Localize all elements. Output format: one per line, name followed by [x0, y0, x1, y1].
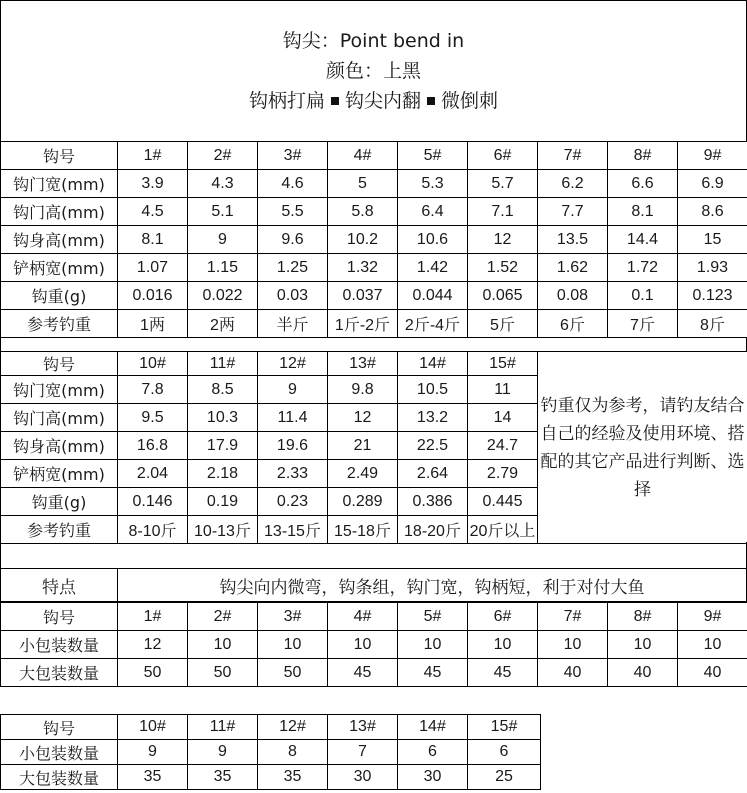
table-cell: 5#: [398, 603, 468, 631]
table-cell: 12#: [258, 715, 328, 740]
table-cell: 5: [328, 170, 398, 198]
table-cell: 5#: [398, 142, 468, 170]
table-cell: 9.5: [118, 404, 188, 432]
row-label: 钩门高(mm): [1, 404, 118, 432]
table-cell: 11: [468, 376, 538, 404]
table-cell: 4#: [328, 142, 398, 170]
table-cell: 2.79: [468, 460, 538, 488]
reference-note: 钓重仅为参考，请钓友结合自己的经验及使用环境、搭配的其它产品进行判断、选择: [538, 352, 747, 544]
table-cell: 13.5: [538, 226, 608, 254]
table-cell: 2.49: [328, 460, 398, 488]
row-label: 钩重(g): [1, 282, 118, 310]
table-cell: 3#: [258, 603, 328, 631]
table-cell: 12: [328, 404, 398, 432]
table-cell: 14.4: [608, 226, 678, 254]
table-cell: 1.32: [328, 254, 398, 282]
row-label: 钩号: [1, 142, 118, 170]
table-cell: 12: [468, 226, 538, 254]
feature-row: [0, 568, 747, 602]
row-label: 大包装数量: [1, 659, 118, 687]
table-cell: 15#: [468, 352, 538, 376]
table-row: [1, 142, 747, 170]
table-cell: 14#: [398, 715, 468, 740]
table-cell: 9: [188, 740, 258, 765]
table-cell: 13#: [328, 715, 398, 740]
table-cell: 0.016: [118, 282, 188, 310]
table-cell: 35: [188, 765, 258, 790]
table-cell: 4#: [328, 603, 398, 631]
table-cell: 19.6: [258, 432, 328, 460]
feature-flattened-shank: 钩柄打扁: [248, 90, 325, 112]
row-label: 钩号: [1, 715, 118, 740]
table-row: [1, 715, 541, 740]
square-bullet-icon: [331, 97, 339, 105]
table-cell: 1.72: [608, 254, 678, 282]
table-cell: 6.4: [398, 198, 468, 226]
table-cell: 15#: [468, 715, 541, 740]
table-cell: 17.9: [188, 432, 258, 460]
table-cell: 0.23: [258, 488, 328, 516]
table-cell: 13.2: [398, 404, 468, 432]
table-row: [1, 631, 747, 659]
row-label: 参考钓重: [1, 516, 118, 544]
table-row: [1, 310, 747, 338]
table-cell: 1#: [118, 142, 188, 170]
table-cell: 3.9: [118, 170, 188, 198]
feature-text: 钩尖向内微弯，钩条组，钩门宽，钩柄短，利于对付大鱼: [219, 577, 645, 598]
table-cell: 0.022: [188, 282, 258, 310]
row-label: 铲柄宽(mm): [1, 254, 118, 282]
table-cell: 7.7: [538, 198, 608, 226]
table-cell: 6#: [468, 142, 538, 170]
spec-table-2: [0, 351, 747, 544]
table-gap: [0, 542, 747, 568]
table-cell: 1.93: [678, 254, 747, 282]
table-cell: 8.1: [118, 226, 188, 254]
table-cell: 2.04: [118, 460, 188, 488]
table-cell: 6.2: [538, 170, 608, 198]
table-cell: 0.065: [468, 282, 538, 310]
table-row: [1, 170, 747, 198]
product-header: [0, 0, 747, 141]
row-label: 钩身高(mm): [1, 226, 118, 254]
table-cell: 半斤: [258, 310, 328, 338]
table-cell: 24.7: [468, 432, 538, 460]
table-cell: 30: [398, 765, 468, 790]
table-cell: 2#: [188, 603, 258, 631]
table-cell: 35: [118, 765, 188, 790]
table-cell: 8.6: [678, 198, 747, 226]
table-cell: 22.5: [398, 432, 468, 460]
table-cell: 5.1: [188, 198, 258, 226]
row-label: 参考钓重: [1, 310, 118, 338]
table-cell: 2.33: [258, 460, 328, 488]
table-cell: 11#: [188, 352, 258, 376]
table-cell: 6斤: [538, 310, 608, 338]
table-cell: 5.7: [468, 170, 538, 198]
table-cell: 1#: [118, 603, 188, 631]
table-cell: 1.52: [468, 254, 538, 282]
table-cell: 8.5: [188, 376, 258, 404]
table-cell: 16.8: [118, 432, 188, 460]
table-cell: 11#: [188, 715, 258, 740]
hook-point-line: 钩尖：Point bend in: [282, 30, 465, 52]
table-cell: 10#: [118, 715, 188, 740]
table-cell: 0.445: [468, 488, 538, 516]
table-cell: 13-15斤: [258, 516, 328, 544]
table-row: [1, 226, 747, 254]
table-cell: 10: [538, 631, 608, 659]
table-cell: 4.6: [258, 170, 328, 198]
table-cell: 45: [398, 659, 468, 687]
table-cell: 8-10斤: [118, 516, 188, 544]
table-cell: 1.42: [398, 254, 468, 282]
table-cell: 9: [118, 740, 188, 765]
table-cell: 6: [468, 740, 541, 765]
table-cell: 10: [398, 631, 468, 659]
spec-table-2-body: [1, 352, 747, 544]
table-cell: 13#: [328, 352, 398, 376]
table-cell: 4.5: [118, 198, 188, 226]
feature-label: 特点: [1, 569, 118, 601]
table-cell: 0.386: [398, 488, 468, 516]
table-cell: 0.037: [328, 282, 398, 310]
table-cell: 7.8: [118, 376, 188, 404]
table-row: [1, 352, 747, 376]
table-cell: 21: [328, 432, 398, 460]
table-cell: 4.3: [188, 170, 258, 198]
table-cell: 18-20斤: [398, 516, 468, 544]
table-cell: 12: [118, 631, 188, 659]
table-cell: 1.15: [188, 254, 258, 282]
table-cell: 9: [188, 226, 258, 254]
table-cell: 35: [258, 765, 328, 790]
table-cell: 9: [258, 376, 328, 404]
table-cell: 7.1: [468, 198, 538, 226]
table-cell: 7: [328, 740, 398, 765]
table-row: [1, 603, 747, 631]
table-cell: 40: [678, 659, 747, 687]
table-cell: 6: [398, 740, 468, 765]
pack-table-1: [0, 602, 747, 687]
table-cell: 0.146: [118, 488, 188, 516]
table-cell: 8.1: [608, 198, 678, 226]
table-cell: 12#: [258, 352, 328, 376]
table-row: [1, 659, 747, 687]
table-cell: 5.3: [398, 170, 468, 198]
row-label: 钩号: [1, 603, 118, 631]
table-cell: 1两: [118, 310, 188, 338]
pack-table-2: [0, 714, 541, 790]
table-cell: 0.1: [608, 282, 678, 310]
table-cell: 50: [118, 659, 188, 687]
table-cell: 7#: [538, 142, 608, 170]
table-cell: 6.6: [608, 170, 678, 198]
table-cell: 1.07: [118, 254, 188, 282]
table-cell: 25: [468, 765, 541, 790]
table-row: [1, 254, 747, 282]
table-cell: 9#: [678, 142, 747, 170]
table-row: [1, 740, 541, 765]
table-cell: 2斤-4斤: [398, 310, 468, 338]
features-line: [249, 90, 498, 112]
table-cell: 14: [468, 404, 538, 432]
table-cell: 0.123: [678, 282, 747, 310]
table-cell: 7斤: [608, 310, 678, 338]
table-cell: 8斤: [678, 310, 747, 338]
table-cell: 0.19: [188, 488, 258, 516]
color-line: 颜色：上黑: [325, 60, 421, 82]
table-cell: 2两: [188, 310, 258, 338]
table-gap: [0, 337, 747, 351]
table-cell: 1.62: [538, 254, 608, 282]
table-cell: 10-13斤: [188, 516, 258, 544]
table-cell: 5.5: [258, 198, 328, 226]
table-cell: 45: [468, 659, 538, 687]
table-cell: 2.18: [188, 460, 258, 488]
table-cell: 6#: [468, 603, 538, 631]
table-row: [1, 282, 747, 310]
row-label: 铲柄宽(mm): [1, 460, 118, 488]
row-label: 钩重(g): [1, 488, 118, 516]
table-cell: 10: [328, 631, 398, 659]
table-cell: 10: [188, 631, 258, 659]
table-cell: 15: [678, 226, 747, 254]
table-cell: 3#: [258, 142, 328, 170]
table-cell: 7#: [538, 603, 608, 631]
table-cell: 30: [328, 765, 398, 790]
table-cell: 50: [258, 659, 328, 687]
table-row: [1, 765, 541, 790]
table-cell: 2#: [188, 142, 258, 170]
row-label: 钩身高(mm): [1, 432, 118, 460]
feature-micro-barb: 微倒刺: [441, 90, 499, 112]
table-cell: 10: [258, 631, 328, 659]
table-cell: 10.5: [398, 376, 468, 404]
row-label: 小包装数量: [1, 631, 118, 659]
table-cell: 0.03: [258, 282, 328, 310]
table-cell: 1.25: [258, 254, 328, 282]
table-cell: 8#: [608, 142, 678, 170]
row-label: 钩门宽(mm): [1, 376, 118, 404]
table-cell: 9.6: [258, 226, 328, 254]
table-cell: 0.044: [398, 282, 468, 310]
table-cell: 9#: [678, 603, 747, 631]
table-cell: 1斤-2斤: [328, 310, 398, 338]
table-cell: 40: [608, 659, 678, 687]
table-cell: 50: [188, 659, 258, 687]
table-cell: 9.8: [328, 376, 398, 404]
table-cell: 15-18斤: [328, 516, 398, 544]
table-cell: 10.2: [328, 226, 398, 254]
table-cell: 10: [608, 631, 678, 659]
row-label: 大包装数量: [1, 765, 118, 790]
feature-inward-point: 钩尖内翻: [344, 90, 421, 112]
table-cell: 10: [468, 631, 538, 659]
table-cell: 5.8: [328, 198, 398, 226]
row-label: 钩门宽(mm): [1, 170, 118, 198]
row-label: 钩门高(mm): [1, 198, 118, 226]
square-bullet-icon: [427, 97, 435, 105]
table-cell: 2.64: [398, 460, 468, 488]
table-cell: 10.3: [188, 404, 258, 432]
table-row: [1, 198, 747, 226]
table-cell: 5斤: [468, 310, 538, 338]
table-cell: 40: [538, 659, 608, 687]
table-cell: 20斤以上: [468, 516, 538, 544]
table-cell: 45: [328, 659, 398, 687]
row-label: 钩号: [1, 352, 118, 376]
table-cell: 6.9: [678, 170, 747, 198]
table-cell: 14#: [398, 352, 468, 376]
table-cell: 10: [678, 631, 747, 659]
table-cell: 10.6: [398, 226, 468, 254]
table-cell: 10#: [118, 352, 188, 376]
row-label: 小包装数量: [1, 740, 118, 765]
table-cell: 8#: [608, 603, 678, 631]
table-cell: 0.289: [328, 488, 398, 516]
table-cell: 8: [258, 740, 328, 765]
table-cell: 0.08: [538, 282, 608, 310]
spec-table-1: [0, 141, 747, 338]
table-cell: 11.4: [258, 404, 328, 432]
